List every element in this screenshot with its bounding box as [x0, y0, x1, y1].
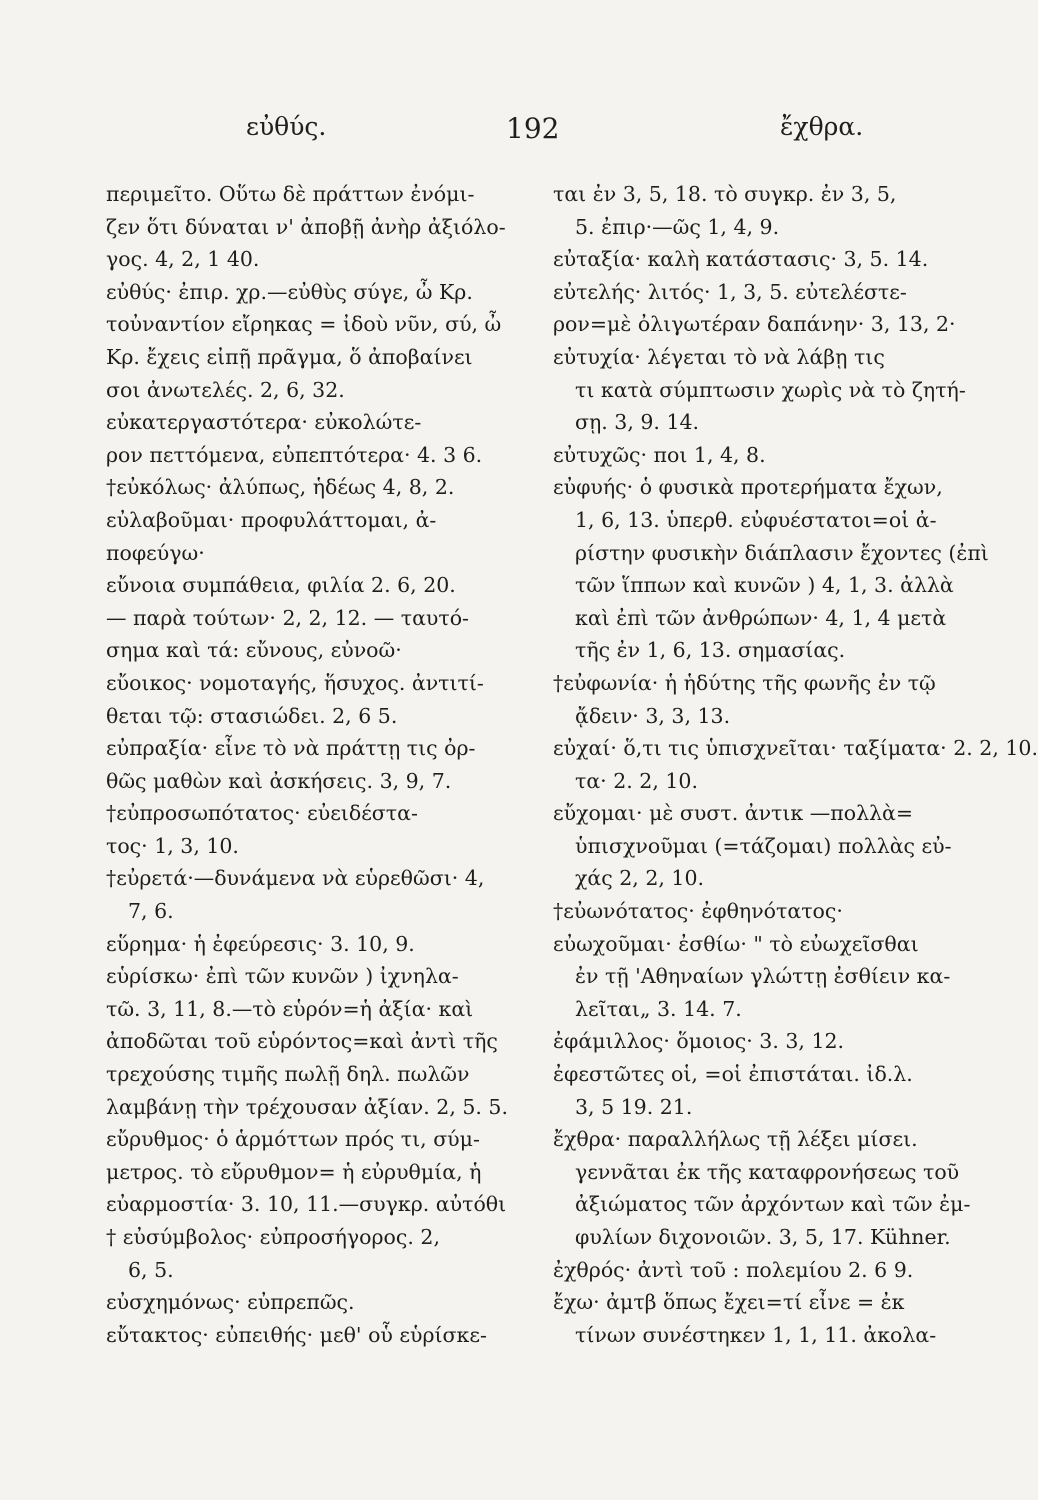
text-line: εὕρημα· ἡ ἐφεύρεσις· 3. 10, 9.	[106, 931, 415, 956]
text-line: τα· 2. 2, 10.	[575, 768, 698, 793]
header-guide-word-right: ἔχθρα.	[780, 112, 864, 141]
text-line: εὐχαί· ὅ,τι τις ὑπισχνεῖται· ταξίματα· 2. 2, 10.	[553, 736, 1038, 761]
text-line: σημα καὶ τά: εὔνους, εὐνοῶ·	[106, 638, 402, 663]
text-line: Κρ. ἔχεις εἰπῇ πρᾶγμα, ὅ ἀποβαίνει	[106, 344, 473, 369]
text-line: γεννᾶται ἐκ τῆς καταφρονήσεως τοῦ	[575, 1159, 960, 1184]
text-line: εὐφυής· ὁ φυσικὰ προτερήματα ἔχων,	[553, 475, 943, 500]
text-line: εὔτακτος· εὐπειθής· μεθ' οὗ εὑρίσκε-	[106, 1322, 487, 1347]
text-line: τῆς ἐν 1, 6, 13. σημασίας.	[575, 638, 846, 663]
text-line: σοι ἀνωτελές. 2, 6, 32.	[106, 377, 345, 402]
text-line: † εὐσύμβολος· εὐπροσήγορος. 2,	[106, 1225, 440, 1249]
page-number: 192	[506, 112, 560, 145]
text-line: τῶν ἵππων καὶ κυνῶν ) 4, 1, 3. ἀλλὰ	[575, 573, 954, 598]
text-line: χάς 2, 2, 10.	[575, 866, 705, 891]
text-line: ρίστην φυσικὴν διάπλασιν ἔχοντες (ἐπὶ	[575, 540, 989, 565]
text-line: τι κατὰ σύμπτωσιν χωρὶς νὰ τὸ ζητή-	[575, 377, 966, 402]
text-line: θεται τῷ: στασιώδει. 2, 6 5.	[106, 703, 398, 728]
text-line: θῶς μαθὼν καὶ ἀσκήσεις. 3, 9, 7.	[106, 768, 452, 793]
text-line: εὐθύς· ἐπιρ. χρ.—εὐθὺς σύγε, ὦ Κρ.	[106, 279, 473, 304]
text-line: ἐφάμιλλος· ὅμοιος· 3. 3, 12.	[553, 1029, 845, 1054]
text-line: μετρος. τὸ εὔρυθμον= ἡ εὐρυθμία, ἡ	[106, 1159, 482, 1184]
text-line: φυλίων διχονοιῶν. 3, 5, 17. Kühner.	[575, 1225, 951, 1249]
text-line: ἀξιώματος τῶν ἀρχόντων καὶ τῶν ἐμ-	[575, 1192, 971, 1217]
text-line: τος· 1, 3, 10.	[106, 833, 239, 858]
text-line: ἀποδῶται τοῦ εὑρόντος=καὶ ἀντὶ τῆς	[106, 1029, 498, 1054]
text-line: 3, 5 19. 21.	[575, 1094, 693, 1119]
text-line: †εὐφωνία· ἡ ἡδύτης τῆς φωνῆς ἐν τῷ	[553, 670, 936, 695]
text-line: εὐτελής· λιτός· 1, 3, 5. εὐτελέστε-	[553, 279, 907, 304]
text-line: 1, 6, 13. ὑπερθ. εὐφυέστατοι=οἱ ἀ-	[575, 507, 937, 532]
text-line: σῃ. 3, 9. 14.	[575, 410, 700, 435]
text-line: εὔχομαι· μὲ συστ. ἀντικ —πολλὰ=	[553, 801, 914, 826]
text-line: ἐφεστῶτες οἱ, =οἱ ἐπιστάται. ἰδ.λ.	[553, 1062, 913, 1087]
text-line: ἐχθρός· ἀντὶ τοῦ : πολεμίου 2. 6 9.	[553, 1257, 914, 1282]
text-line: ται ἐν 3, 5, 18. τὸ συγκρ. ἐν 3, 5,	[553, 182, 897, 206]
text-line: εὔρυθμος· ὁ ἁρμόττων πρός τι, σύμ-	[106, 1127, 480, 1152]
text-line: ποφεύγω·	[106, 540, 205, 565]
text-line: εὐσχημόνως· εὐπρεπῶς.	[106, 1290, 355, 1315]
text-line: †εὐκόλως· ἀλύπως, ἡδέως 4, 8, 2.	[106, 475, 455, 500]
text-line: 6, 5.	[128, 1257, 174, 1282]
text-line: τῶ. 3, 11, 8.—τὸ εὑρόν=ἡ ἀξία· καὶ	[106, 996, 474, 1021]
header-guide-word-left: εὐθύς.	[246, 112, 327, 141]
text-line: †εὐωνότατος· ἐφθηνότατος·	[553, 899, 843, 924]
text-line: τοὐναντίον εἴρηκας = ἰδοὺ νῦν, σύ, ὦ	[106, 312, 502, 337]
text-line: — παρὰ τούτων· 2, 2, 12. — ταυτό-	[106, 605, 469, 630]
text-line: †εὐπροσωπότατος· εὐειδέστα-	[106, 801, 418, 826]
text-line: γος. 4, 2, 1 40.	[106, 247, 260, 272]
text-line: λεῖται„ 3. 14. 7.	[575, 996, 742, 1021]
text-line: εὐπραξία· εἶνε τὸ νὰ πράττῃ τις ὀρ-	[106, 736, 476, 761]
text-line: εὐλαβοῦμαι· προφυλάττομαι, ἀ-	[106, 507, 437, 532]
text-line: †εὐρετά·—δυνάμενα νὰ εὑρεθῶσι· 4,	[106, 866, 485, 891]
text-line: εὐκατεργαστότερα· εὐκολώτε-	[106, 410, 422, 435]
text-line: ζεν ὅτι δύναται ν' ἀποβῇ ἀνὴρ ἀξιόλο-	[106, 214, 506, 239]
text-line: εὐταξία· καλὴ κατάστασις· 3, 5. 14.	[553, 247, 929, 272]
text-line: περιμεῖτο. Οὕτω δὲ πράττων ἐνόμι-	[106, 182, 475, 206]
page-header	[0, 112, 997, 152]
text-line: εὔοικος· νομοταγής, ἥσυχος. ἀντιτί-	[106, 670, 484, 695]
text-line: εὐτυχία· λέγεται τὸ νὰ λάβῃ τις	[553, 344, 885, 369]
text-line: ὑπισχνοῦμαι (=τάζομαι) πολλὰς εὐ-	[575, 833, 952, 858]
text-line: τρεχούσης τιμῆς πωλῇ δηλ. πωλῶν	[106, 1062, 470, 1087]
text-line: εὐαρμοστία· 3. 10, 11.—συγκρ. αὐτόθι	[106, 1192, 507, 1217]
text-line: εὔνοια συμπάθεια, φιλία 2. 6, 20.	[106, 573, 456, 598]
text-line: εὑρίσκω· ἐπὶ τῶν κυνῶν ) ἰχνηλα-	[106, 964, 459, 989]
text-line: καὶ ἐπὶ τῶν ἀνθρώπων· 4, 1, 4 μετὰ	[575, 605, 947, 630]
text-line: ρον πεττόμενα, εὐπεπτότερα· 4. 3 6.	[106, 442, 483, 467]
text-line: ἔχω· ἀμτβ ὅπως ἔχει=τί εἶνε = ἐκ	[553, 1290, 905, 1315]
text-line: ἔχθρα· παραλλήλως τῇ λέξει μίσει.	[553, 1127, 918, 1152]
text-line: 7, 6.	[128, 899, 174, 924]
text-line: εὐωχοῦμαι· ἐσθίω· " τὸ εὐωχεῖσθαι	[553, 931, 919, 956]
text-line: εὐτυχῶς· ποι 1, 4, 8.	[553, 442, 766, 467]
text-line: 5. ἐπιρ·—ῶς 1, 4, 9.	[575, 214, 780, 239]
right-column	[553, 178, 1038, 1351]
text-line: ἐν τῇ 'Αθηναίων γλώττῃ ἐσθίειν κα-	[575, 964, 951, 989]
left-column	[106, 178, 526, 1351]
text-line: λαμβάνῃ τὴν τρέχουσαν ἀξίαν. 2, 5. 5.	[106, 1094, 508, 1119]
text-line: τίνων συνέστηκεν 1, 1, 11. ἀκολα-	[575, 1322, 937, 1347]
text-line: ρον=μὲ ὀλιγωτέραν δαπάνην· 3, 13, 2·	[553, 312, 956, 337]
text-line: ᾄδειν· 3, 3, 13.	[575, 703, 731, 728]
